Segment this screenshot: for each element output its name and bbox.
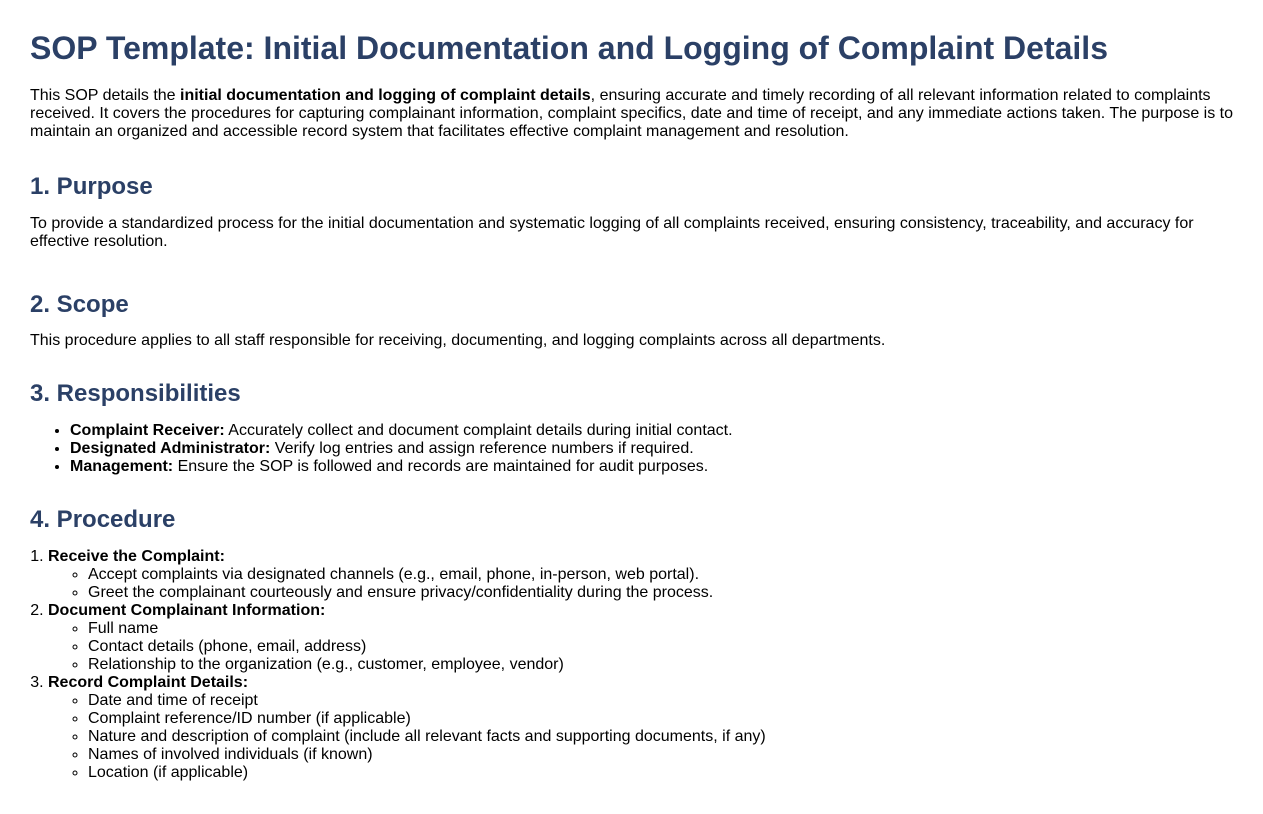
step-label: Record Complaint Details: bbox=[48, 674, 249, 691]
list-item: ◦ Full name bbox=[88, 620, 1233, 638]
procedure-steps bbox=[30, 548, 1233, 782]
scope-text: This procedure applies to all staff responsible for receiving, documenting, and logging complaints across all departments. bbox=[30, 332, 886, 349]
document bbox=[0, 28, 1263, 782]
responsibilities-list bbox=[30, 422, 1233, 476]
list-item: ◦ Accept complaints via designated channels (e.g., email, phone, in-person, web portal). bbox=[88, 566, 1233, 584]
list-item: ◦ Complaint reference/ID number (if applicable) bbox=[88, 710, 1233, 728]
procedure-heading: 4. Procedure bbox=[30, 506, 176, 533]
intro-text-end: , ensuring accurate and timely recording of all relevant information related to complaints received. It covers the procedures for capturing complainant information, complaint specifics, date and time of receipt, and any immediate actions taken. The purpose is to maintain an organized and accessible record system that facilitates effective complaint management and resolution. bbox=[30, 87, 1233, 140]
page-title: SOP Template: Initial Documentation and Logging of Complaint Details bbox=[30, 30, 1108, 66]
role-description: Accurately collect and document complaint details during initial contact. bbox=[224, 422, 733, 439]
intro-paragraph bbox=[30, 87, 1233, 141]
list-item: ◦ Names of involved individuals (if known) bbox=[88, 746, 1233, 764]
procedure-step bbox=[48, 674, 1233, 782]
role-label: Designated Administrator: bbox=[70, 440, 271, 457]
role-description: Ensure the SOP is followed and records are maintained for audit purposes. bbox=[173, 458, 709, 475]
list-item: ◦ Location (if applicable) bbox=[88, 764, 1233, 782]
list-item: ◦ Relationship to the organization (e.g., customer, employee, vendor) bbox=[88, 656, 1233, 674]
procedure-step bbox=[48, 548, 1233, 602]
step-label: Receive the Complaint: bbox=[48, 548, 225, 565]
list-item: ◦ Nature and description of complaint (include all relevant facts and supporting documents, if any) bbox=[88, 728, 1233, 746]
scope-heading: 2. Scope bbox=[30, 291, 129, 318]
step-label: Document Complainant Information: bbox=[48, 602, 326, 619]
list-item bbox=[70, 458, 1233, 476]
step-subitems bbox=[48, 566, 1233, 602]
role-label: Complaint Receiver: bbox=[70, 422, 225, 439]
list-item: ◦ Greet the complainant courteously and ensure privacy/confidentiality during the process. bbox=[88, 584, 1233, 602]
step-subitems bbox=[48, 692, 1233, 782]
responsibilities-heading: 3. Responsibilities bbox=[30, 380, 241, 407]
list-item: ◦ Contact details (phone, email, address) bbox=[88, 638, 1233, 656]
purpose-heading: 1. Purpose bbox=[30, 173, 153, 200]
list-item: ◦ Date and time of receipt bbox=[88, 692, 1233, 710]
intro-text-start: This SOP details the bbox=[30, 87, 180, 104]
role-label: Management: bbox=[70, 458, 174, 475]
purpose-text: To provide a standardized process for the initial documentation and systematic logging of all complaints received, ensuring consistency, traceability, and accuracy for effective resolution. bbox=[30, 215, 1194, 250]
list-item bbox=[70, 440, 1233, 458]
role-description: Verify log entries and assign reference numbers if required. bbox=[270, 440, 694, 457]
intro-text-bold: initial documentation and logging of complaint details bbox=[180, 87, 591, 104]
procedure-step bbox=[48, 602, 1233, 674]
step-subitems bbox=[48, 620, 1233, 674]
list-item bbox=[70, 422, 1233, 440]
